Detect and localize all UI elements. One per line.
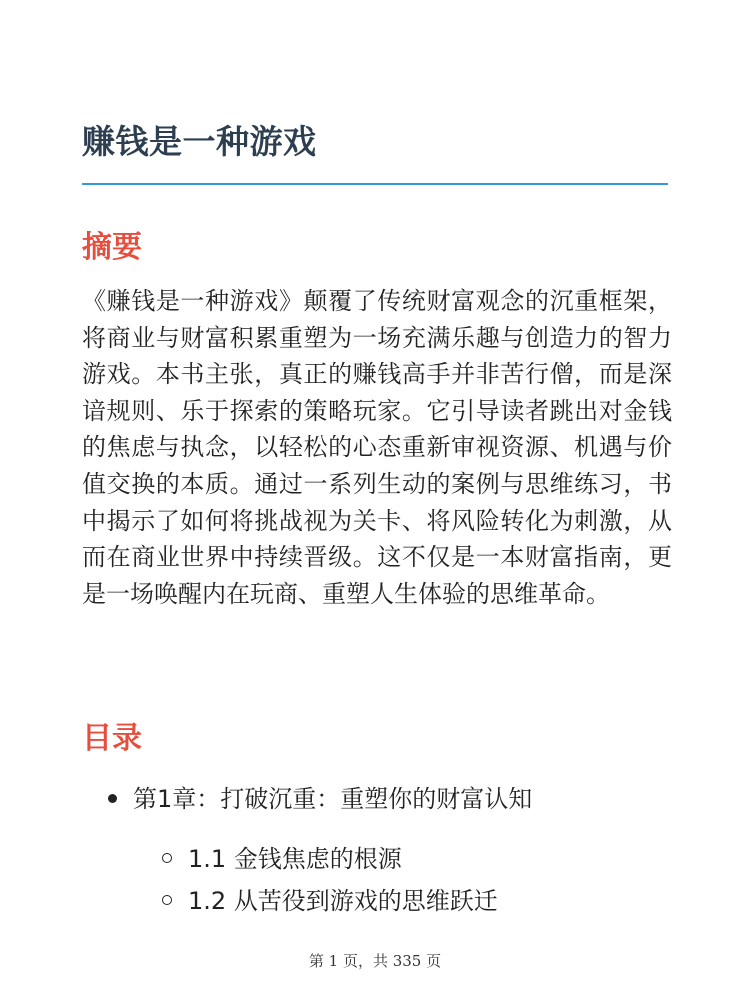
toc-section-label: 1.2 从苦役到游戏的思维跃迁 — [188, 887, 498, 915]
summary-paragraph: 《赚钱是一种游戏》颠覆了传统财富观念的沉重框架，将商业与财富积累重塑为一场充满乐趣与创造力的智力游戏。本书主张，真正的赚钱高手并非苦行僧，而是深谙规则、乐于探索的策略玩家。它引导读者跳出对金钱的焦虑与执念，以轻松的心态重新审视资源、机遇与价值交换的本质。通过一系列生动的案例与思维练习，书中揭示了如何将挑战视为关卡、将风险转化为刺激，从而在商业世界中持续晋级。这不仅是一本财富指南，更是一场唤醒内在玩商、重塑人生体验的思维革命。 — [82, 287, 672, 608]
page-title: 赚钱是一种游戏 — [82, 122, 317, 161]
toc-heading: 目录 — [82, 721, 142, 756]
toc-section-1-2[interactable] — [162, 881, 498, 916]
title-divider — [82, 183, 668, 185]
bullet-circle-icon — [162, 853, 172, 863]
bullet-disc-icon — [108, 794, 117, 803]
toc-section-label: 1.1 金钱焦虑的根源 — [188, 845, 402, 873]
toc-section-1-1[interactable] — [162, 839, 402, 874]
bullet-circle-icon — [162, 895, 172, 905]
toc-chapter-label: 第1章：打破沉重：重塑你的财富认知 — [133, 785, 533, 813]
summary-heading: 摘要 — [82, 230, 142, 265]
page-footer: 第 1 页，共 335 页 — [308, 952, 442, 970]
toc-chapter-1[interactable] — [108, 779, 532, 814]
